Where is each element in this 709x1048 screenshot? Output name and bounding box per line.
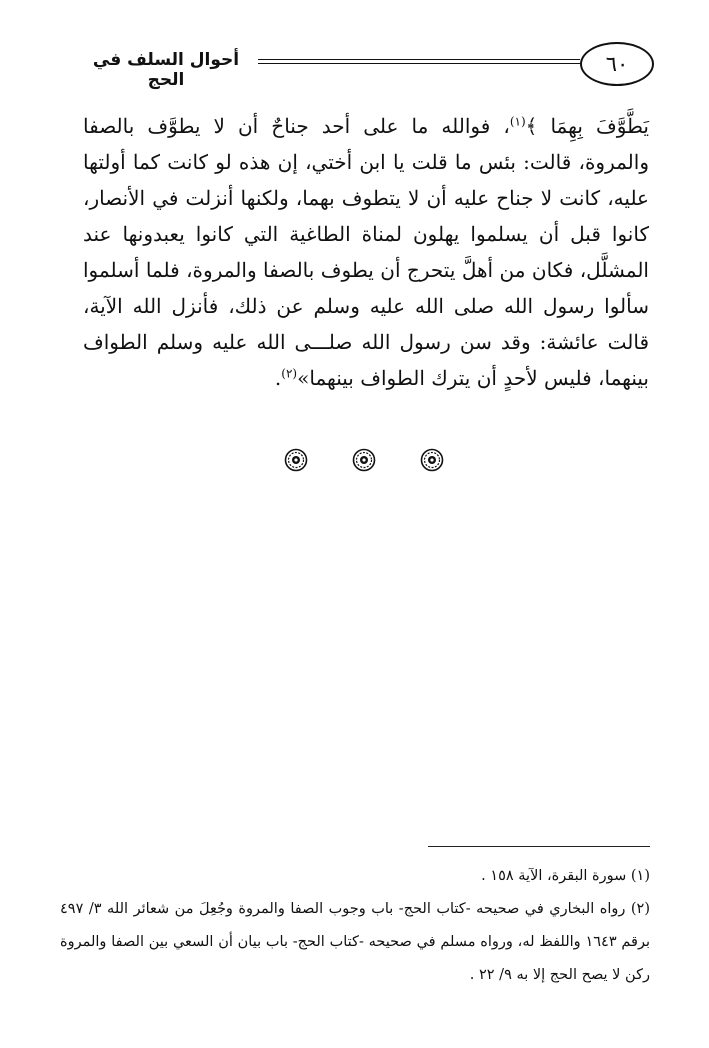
footnotes bbox=[60, 860, 650, 992]
footnote-separator bbox=[428, 846, 650, 847]
section-divider bbox=[284, 448, 444, 472]
running-title: أحوال السلف في الحج bbox=[92, 50, 240, 90]
footnote-1: (١) سورة البقرة، الآية ١٥٨ . bbox=[481, 868, 650, 884]
flower-ornament-icon bbox=[420, 448, 444, 472]
page-header bbox=[78, 42, 654, 90]
paragraph-end: . bbox=[274, 366, 282, 390]
page-number: ٦٠ bbox=[580, 42, 654, 86]
main-paragraph bbox=[83, 108, 649, 396]
header-double-rule bbox=[258, 59, 580, 64]
footnote-ref-1: (١) bbox=[509, 114, 526, 129]
flower-ornament-icon bbox=[352, 448, 376, 472]
flower-ornament-icon bbox=[284, 448, 308, 472]
footnote-2: (٢) رواه البخاري في صحيحه -كتاب الحج- باب وجوب الصفا والمروة وجُعِلَ من شعائر الله ٣/ ٤٩٧ برقم ١٦٤٣ واللفظ له، ورواه مسلم في صحيحه -كتاب الحج- باب بيان أن السعي بين الصفا والمروة ركن لا يصح الحج إلا به ٩/ ٢٢ . bbox=[60, 901, 650, 983]
quran-verse-end: يَطَّوَّفَ بِهِمَا ﴾ bbox=[525, 114, 649, 138]
paragraph-text: ، فوالله ما على أحد جناحٌ أن لا يطوَّف بالصفا والمروة، قالت: بئس ما قلت يا ابن أختي، إن هذه لو كانت كما أولتها عليه، كانت لا جناح عليه أن لا يتطوف بهما، ولكنها أنزلت في الأنصار، كانوا قبل أن يسلموا يهلون لمناة الطاغية التي كانوا يعبدونها عند المشلَّل، فكان من أهلَّ يتحرج أن يطوف بالصفا والمروة، فلما أسلموا سألوا رسول الله صلى الله عليه وسلم عن ذلك، فأنزل الله الآية، قالت عائشة: وقد سن رسول الله صلـــى الله عليه وسلم الطواف بينهما، فليس لأحدٍ أن يترك الطواف بينهما» bbox=[83, 114, 649, 390]
footnote-ref-2: (٢) bbox=[281, 366, 298, 381]
